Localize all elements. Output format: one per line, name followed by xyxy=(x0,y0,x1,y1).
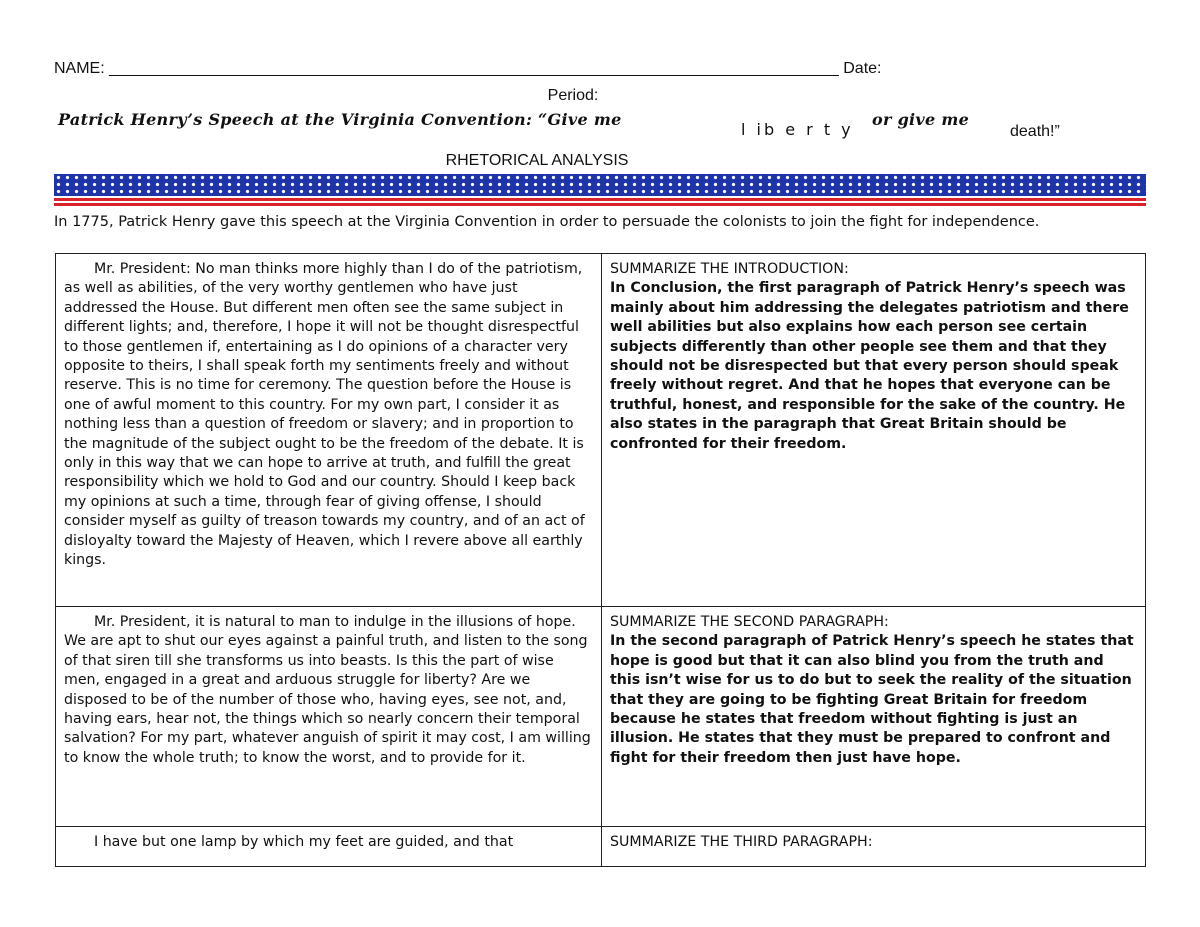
title-part-2: or give me xyxy=(872,110,970,129)
summary-answer[interactable]: In Conclusion, the first paragraph of Patrick Henry’s speech was mainly about him addressing the delegates patriotism and there well abilities but also explains how each person see certain subjects differently than other people see them and that they should not be disrespected but that every person should speak freely without regret. And that he hopes that everyone can be truthful, honest, and responsible for the sake of the country. He also states in the paragraph that Great Britain should be confronted for their freedom. xyxy=(610,280,1129,452)
table-row xyxy=(56,607,1146,827)
passage-cell xyxy=(56,827,602,867)
table-row xyxy=(56,254,1146,607)
analysis-table xyxy=(55,253,1146,867)
summary-heading: SUMMARIZE THE INTRODUCTION: xyxy=(610,261,849,277)
subtitle: RHETORICAL ANALYSIS xyxy=(445,152,629,169)
flag-banner-divider xyxy=(54,174,1146,206)
name-line[interactable]: __________________________________________________________________________________ xyxy=(109,60,839,77)
passage-text: I have but one lamp by which my feet are guided, and that xyxy=(94,834,514,850)
summary-heading: SUMMARIZE THE THIRD PARAGRAPH: xyxy=(610,834,873,850)
summary-heading: SUMMARIZE THE SECOND PARAGRAPH: xyxy=(610,614,889,630)
summary-cell[interactable] xyxy=(602,827,1146,867)
worksheet-title xyxy=(58,108,1158,142)
title-end: death!” xyxy=(1010,123,1060,140)
flag-stars-band xyxy=(54,174,1146,196)
name-label: NAME: xyxy=(54,60,105,77)
summary-answer[interactable]: In the second paragraph of Patrick Henry’s speech he states that hope is good but that it can also blind you from the truth and this isn’t wise for us to do but to seek the reality of the situation that they are going to be fighting Great Britain for freedom because he states that freedom without fighting is just an illusion. He states that they must be prepared to confront and fight for their freedom then just have hope. xyxy=(610,633,1134,766)
passage-text: Mr. President: No man thinks more highly than I do of the patriotism, as well as abilities, of the very worthy gentlemen who have just addressed the House. But different men often see the same subject in different lights; and, therefore, I hope it will not be thought disrespectful to those gentlemen if, entertaining as I do opinions of a character very opposite to theirs, I shall speak forth my sentiments freely and without reserve. This is no time for ceremony. The question before the House is one of awful moment to this country. For my own part, I consider it as nothing less than a question of freedom or slavery; and in proportion to the magnitude of the subject ought to be the freedom of the debate. It is only in this way that we can hope to arrive at truth, and fulfill the great responsibility which we hold to God and our country. Should I keep back my opinions at such a time, through fear of giving offense, I should consider myself as guilty of treason towards my country, and of an act of disloyalty toward the Majesty of Heaven, which I revere above all earthly kings. xyxy=(64,261,585,569)
date-label: Date: xyxy=(843,60,882,77)
passage-text: Mr. President, it is natural to man to indulge in the illusions of hope. We are apt to shut our eyes against a painful truth, and listen to the song of that siren till she transforms us into beasts. Is this the part of wise men, engaged in a great and arduous struggle for liberty? Are we disposed to be of the number of those who, having eyes, see not, and, having ears, hear not, the things which so nearly concern their temporal salvation? For my part, whatever anguish of spirit it may cost, I am willing to know the whole truth; to know the worst, and to provide for it. xyxy=(64,614,591,766)
title-part-1: Patrick Henry’s Speech at the Virginia Convention: “Give me xyxy=(58,110,622,129)
name-date-row xyxy=(54,60,1154,78)
table-row xyxy=(56,827,1146,867)
title-blank-answer[interactable]: l ib e r t y xyxy=(741,120,854,139)
flag-red-stripe xyxy=(54,203,1146,206)
passage-cell xyxy=(56,607,602,827)
passage-cell xyxy=(56,254,602,607)
summary-cell[interactable] xyxy=(602,254,1146,607)
period-label: Period: xyxy=(547,87,599,104)
summary-cell[interactable] xyxy=(602,607,1146,827)
intro-text: In 1775, Patrick Henry gave this speech at the Virginia Convention in order to persuade the colonists to join the fight for independence. xyxy=(54,214,1040,230)
